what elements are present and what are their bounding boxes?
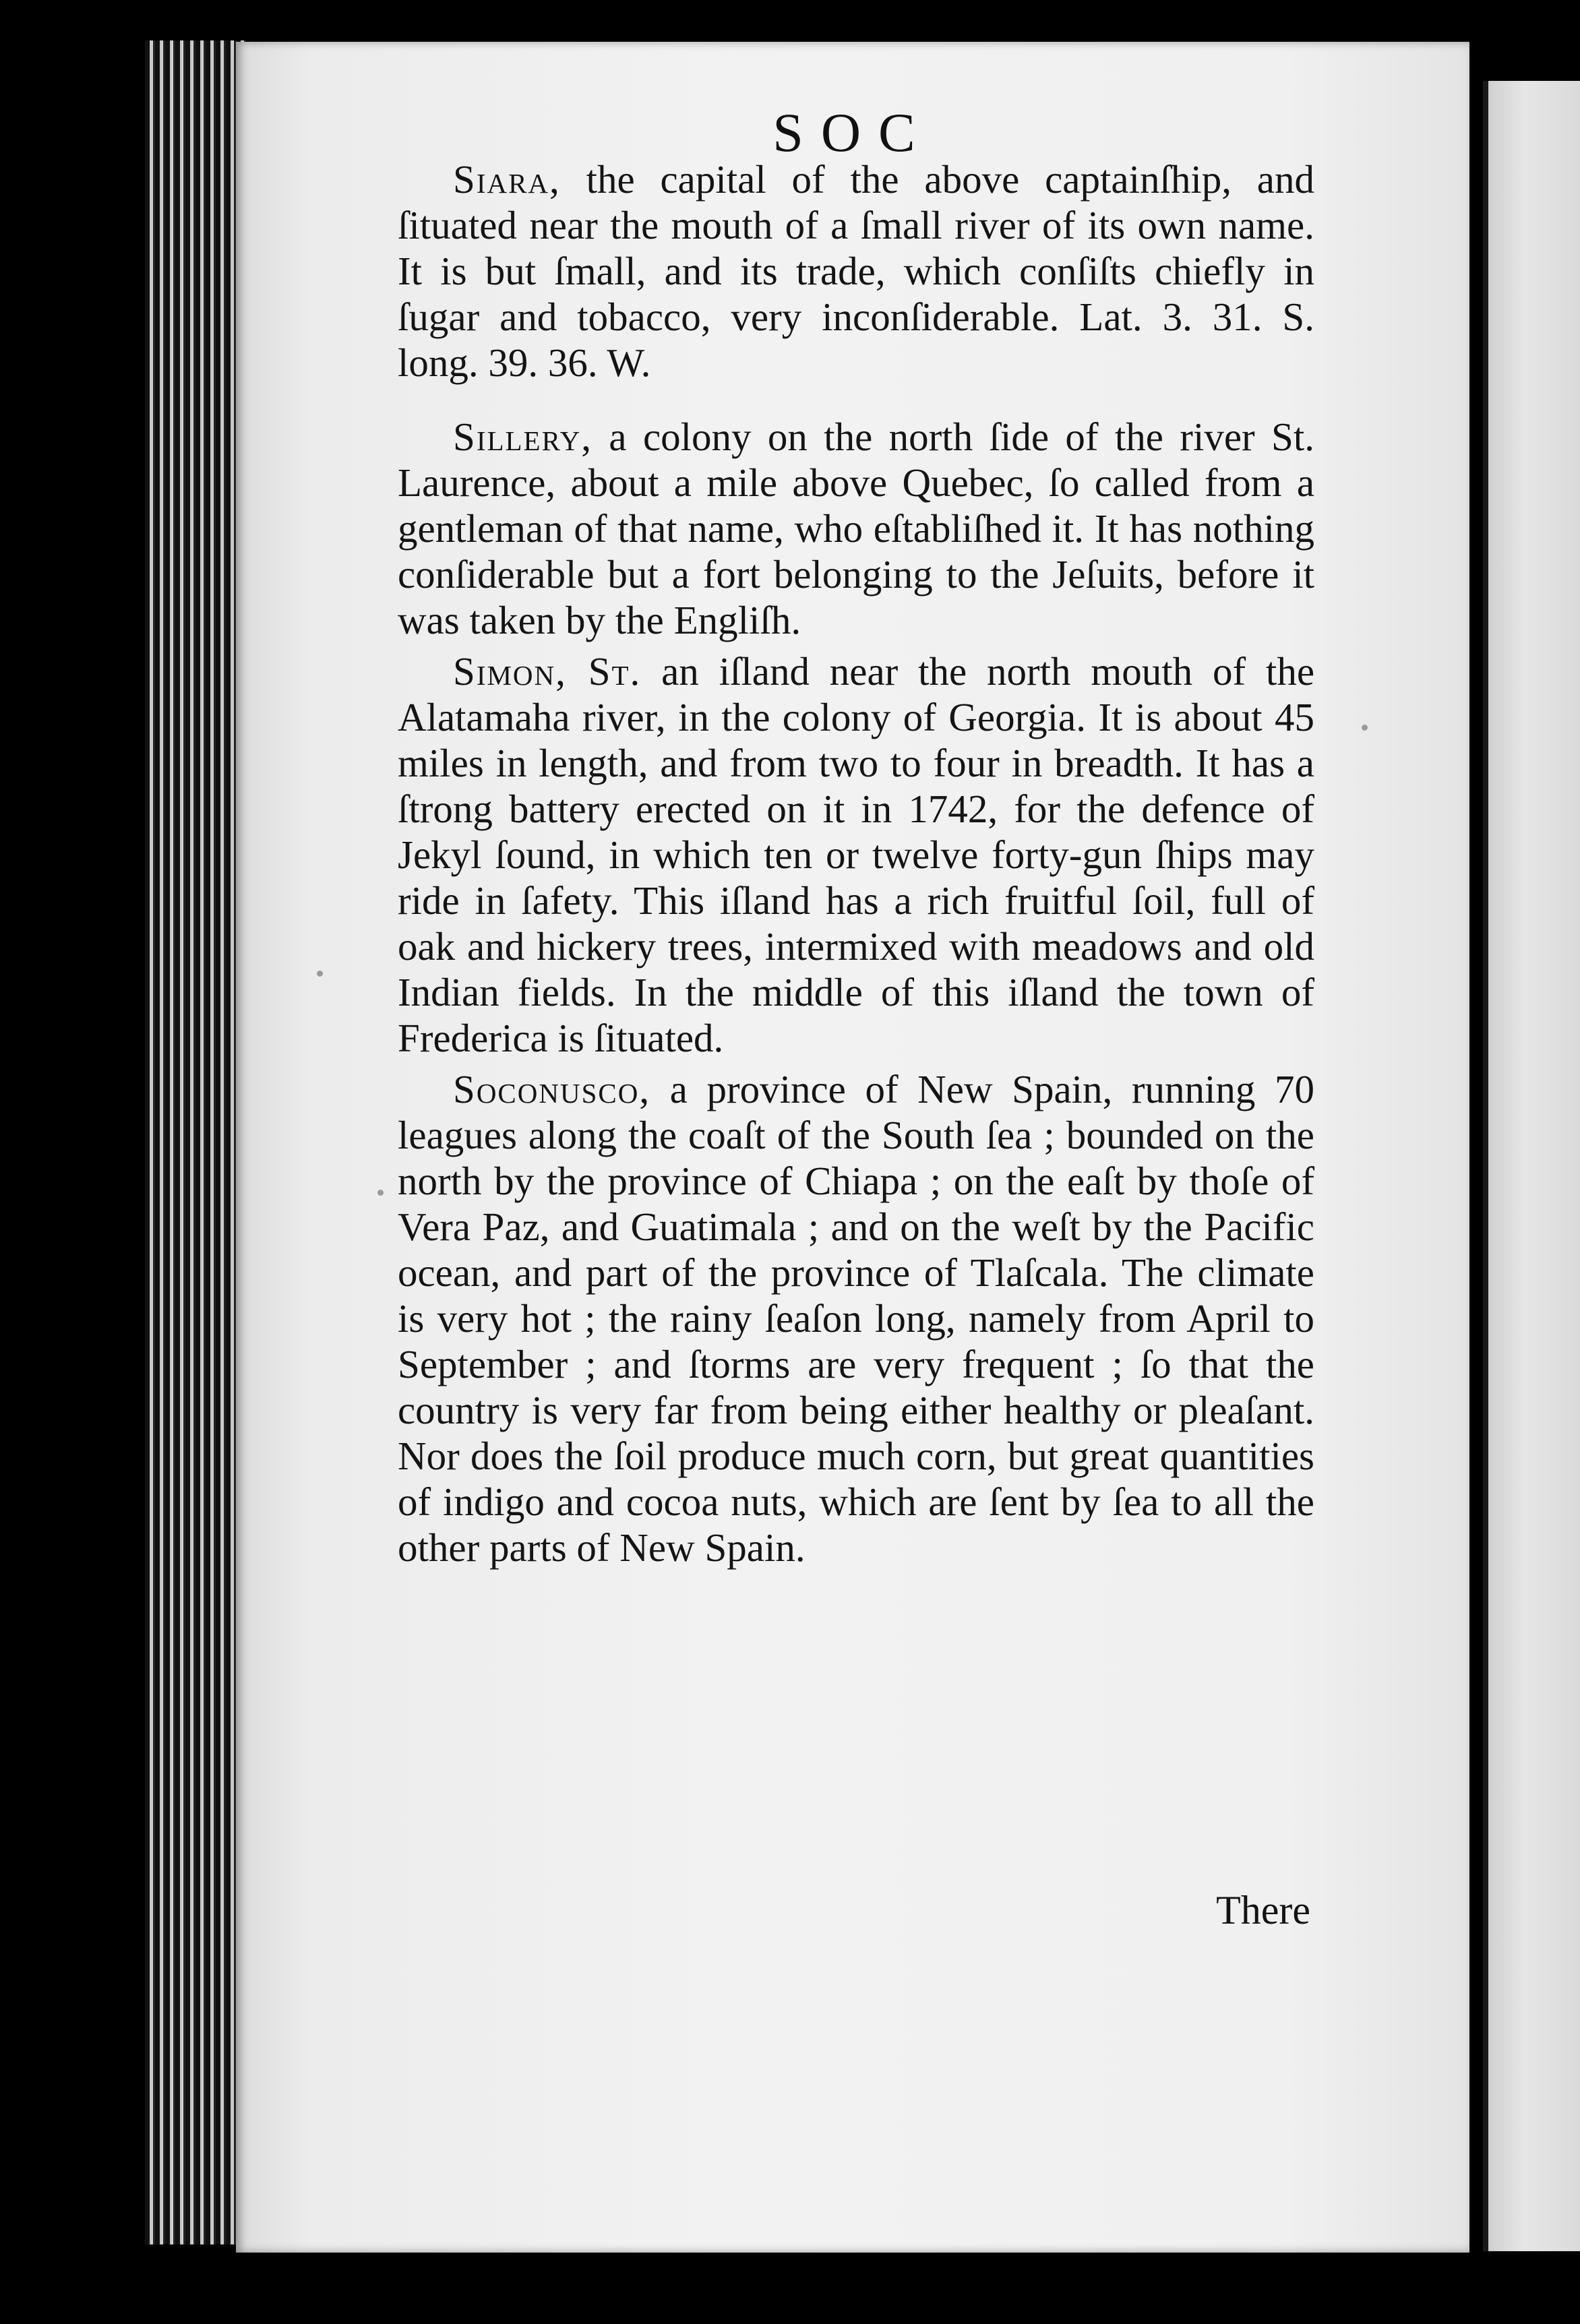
entry-siara bbox=[398, 156, 1314, 386]
entry-soconusco bbox=[398, 1066, 1314, 1570]
entry-simon bbox=[398, 648, 1314, 1061]
entry-text: a colony on the north ſide of the river St. Laurence, about a mile above Quebec, ſo called from a gentleman of that name, who eſtabliſhed it. It has nothing conſiderable but a fort belonging to the Jeſuits, before it was taken by the Engliſh. bbox=[398, 415, 1314, 642]
page-body-text bbox=[398, 156, 1314, 1576]
entry-text: a province of New Spain, running 70 leagues along the coaſt of the South ſea ; bounded on the north by the province of Chiapa ; on the eaſt by thoſe of Vera Paz, and Guatimala ; and on the weſt by the Pacific ocean, and part of the province of Tlaſcala. The climate is very hot ; the rainy ſeaſon long, namely from April to September ; and ſtorms are very frequent ; ſo that the country is very far from being either healthy or pleaſant. Nor does the ſoil produce much corn, but great quantities of indigo and cocoa nuts, which are ſent by ſea to all the other parts of New Spain. bbox=[398, 1067, 1314, 1570]
entry-text: an iſland near the north mouth of the Alatamaha river, in the colony of Georgia. It is about 45 miles in length, and from two to four in breadth. It has a ſtrong battery erected on it in 1742, for the defence of Jekyl ſound, in which ten or twelve forty-gun ſhips may ride in ſafety. This iſland has a rich fruitful ſoil, full of oak and hickery trees, intermixed with meadows and old Indian fields. In the middle of this iſland the town of Frederica is ſituated. bbox=[398, 649, 1314, 1060]
entry-headword: Sillery, bbox=[453, 415, 593, 459]
running-head: SOC bbox=[772, 102, 933, 163]
book-gutter bbox=[1471, 67, 1483, 2251]
entry-headword: Simon, St. bbox=[453, 649, 642, 694]
book-page-edges bbox=[145, 40, 246, 2244]
entry-text: the capital of the above captainſhip, and ſituated near the mouth of a ſmall river of its own name. It is but ſmall, and its trade, which conſiſts chiefly in ſugar and tobacco, very inconſiderable. Lat. 3. 31. S. long. 39. 36. W. bbox=[398, 157, 1314, 385]
facing-page-edge bbox=[1483, 81, 1580, 2251]
entry-headword: Soconusco, bbox=[453, 1067, 651, 1111]
ink-fleck bbox=[1362, 725, 1368, 731]
entry-sillery bbox=[398, 414, 1314, 643]
ink-fleck bbox=[317, 971, 323, 977]
catchword: There bbox=[1216, 1888, 1310, 1932]
ink-fleck bbox=[377, 1190, 384, 1196]
entry-headword: Siara, bbox=[453, 157, 561, 202]
